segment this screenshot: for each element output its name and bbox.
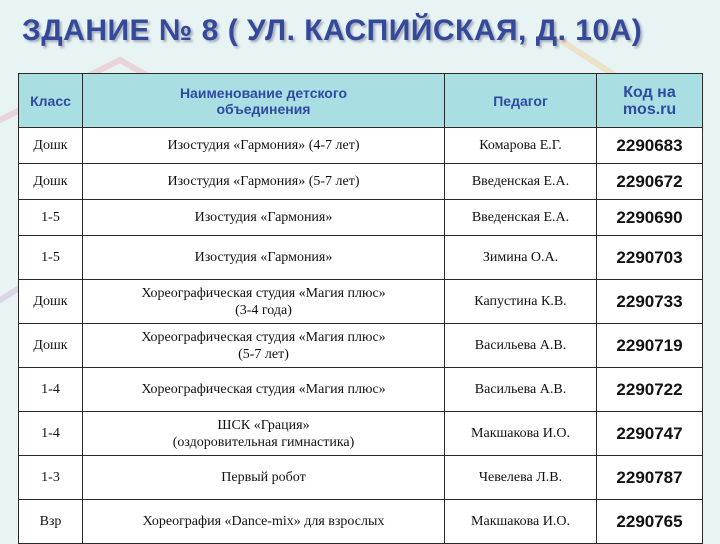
cell-class: Дошк [19, 164, 83, 200]
cell-class: Дошк [19, 324, 83, 368]
header-code-line2: mos.ru [622, 100, 677, 118]
cell-class: 1-5 [19, 236, 83, 280]
courses-table [18, 73, 703, 544]
cell-code: 2290719 [597, 324, 703, 368]
cell-name [83, 368, 445, 412]
cell-code: 2290690 [597, 200, 703, 236]
cell-code: 2290683 [597, 128, 703, 164]
header-class: Класс [19, 74, 83, 128]
cell-name-line1: Первый робот [221, 470, 306, 485]
cell-teacher: Комарова Е.Г. [445, 128, 597, 164]
cell-teacher: Введенская Е.А. [445, 164, 597, 200]
table-row [19, 456, 703, 500]
table-row [19, 236, 703, 280]
cell-teacher: Васильева А.В. [445, 324, 597, 368]
table-row [19, 500, 703, 544]
cell-code: 2290722 [597, 368, 703, 412]
cell-name-line1: Изостудия «Гармония» [194, 210, 333, 225]
cell-name [83, 280, 445, 324]
cell-class: 1-3 [19, 456, 83, 500]
cell-name [83, 500, 445, 544]
cell-teacher: Васильева А.В. [445, 368, 597, 412]
cell-name-line1: Изостудия «Гармония» (5-7 лет) [167, 174, 360, 189]
table-row [19, 280, 703, 324]
cell-name-line1: Хореография «Dance-mix» для взрослых [142, 514, 385, 529]
cell-class: 1-4 [19, 412, 83, 456]
header-name-line2: объединения [216, 100, 311, 117]
cell-name [83, 128, 445, 164]
cell-class: 1-5 [19, 200, 83, 236]
header-code-line1: Код на [623, 83, 676, 101]
cell-teacher: Зимина О.А. [445, 236, 597, 280]
table-header-row [19, 74, 703, 128]
cell-class: 1-4 [19, 368, 83, 412]
table-row [19, 412, 703, 456]
cell-name-line1: Хореографическая студия «Магия плюс» [141, 329, 386, 345]
header-name [83, 74, 445, 128]
cell-code: 2290787 [597, 456, 703, 500]
table-row [19, 200, 703, 236]
cell-teacher: Введенская Е.А. [445, 200, 597, 236]
cell-name-line1: ШСК «Грация» [217, 417, 310, 433]
table-row [19, 128, 703, 164]
cell-name [83, 236, 445, 280]
cell-class: Дошк [19, 280, 83, 324]
cell-name-line2: (5-7 лет) [238, 346, 289, 362]
cell-code: 2290747 [597, 412, 703, 456]
cell-name [83, 456, 445, 500]
cell-name-line1: Хореографическая студия «Магия плюс» [141, 285, 386, 301]
cell-name [83, 200, 445, 236]
cell-name-line1: Изостудия «Гармония» [194, 250, 333, 265]
cell-code: 2290672 [597, 164, 703, 200]
cell-teacher: Чевелева Л.В. [445, 456, 597, 500]
cell-class: Дошк [19, 128, 83, 164]
header-code [597, 74, 703, 128]
cell-name [83, 412, 445, 456]
cell-teacher: Макшакова И.О. [445, 500, 597, 544]
table-row [19, 324, 703, 368]
cell-teacher: Капустина К.В. [445, 280, 597, 324]
cell-code: 2290733 [597, 280, 703, 324]
cell-code: 2290703 [597, 236, 703, 280]
header-teacher: Педагог [445, 74, 597, 128]
cell-name-line1: Изостудия «Гармония» (4-7 лет) [167, 138, 360, 153]
cell-name [83, 324, 445, 368]
cell-class: Взр [19, 500, 83, 544]
cell-code: 2290765 [597, 500, 703, 544]
cell-name-line2: (оздоровительная гимнастика) [172, 434, 355, 450]
header-name-line1: Наименование детского [179, 84, 348, 101]
cell-name [83, 164, 445, 200]
table-row [19, 368, 703, 412]
cell-name-line1: Хореографическая студия «Магия плюс» [141, 382, 386, 397]
cell-name-line2: (3-4 года) [235, 302, 292, 318]
cell-teacher: Макшакова И.О. [445, 412, 597, 456]
page-title: ЗДАНИЕ № 8 ( УЛ. КАСПИЙСКАЯ, Д. 10А) [22, 14, 643, 47]
table-row [19, 164, 703, 200]
